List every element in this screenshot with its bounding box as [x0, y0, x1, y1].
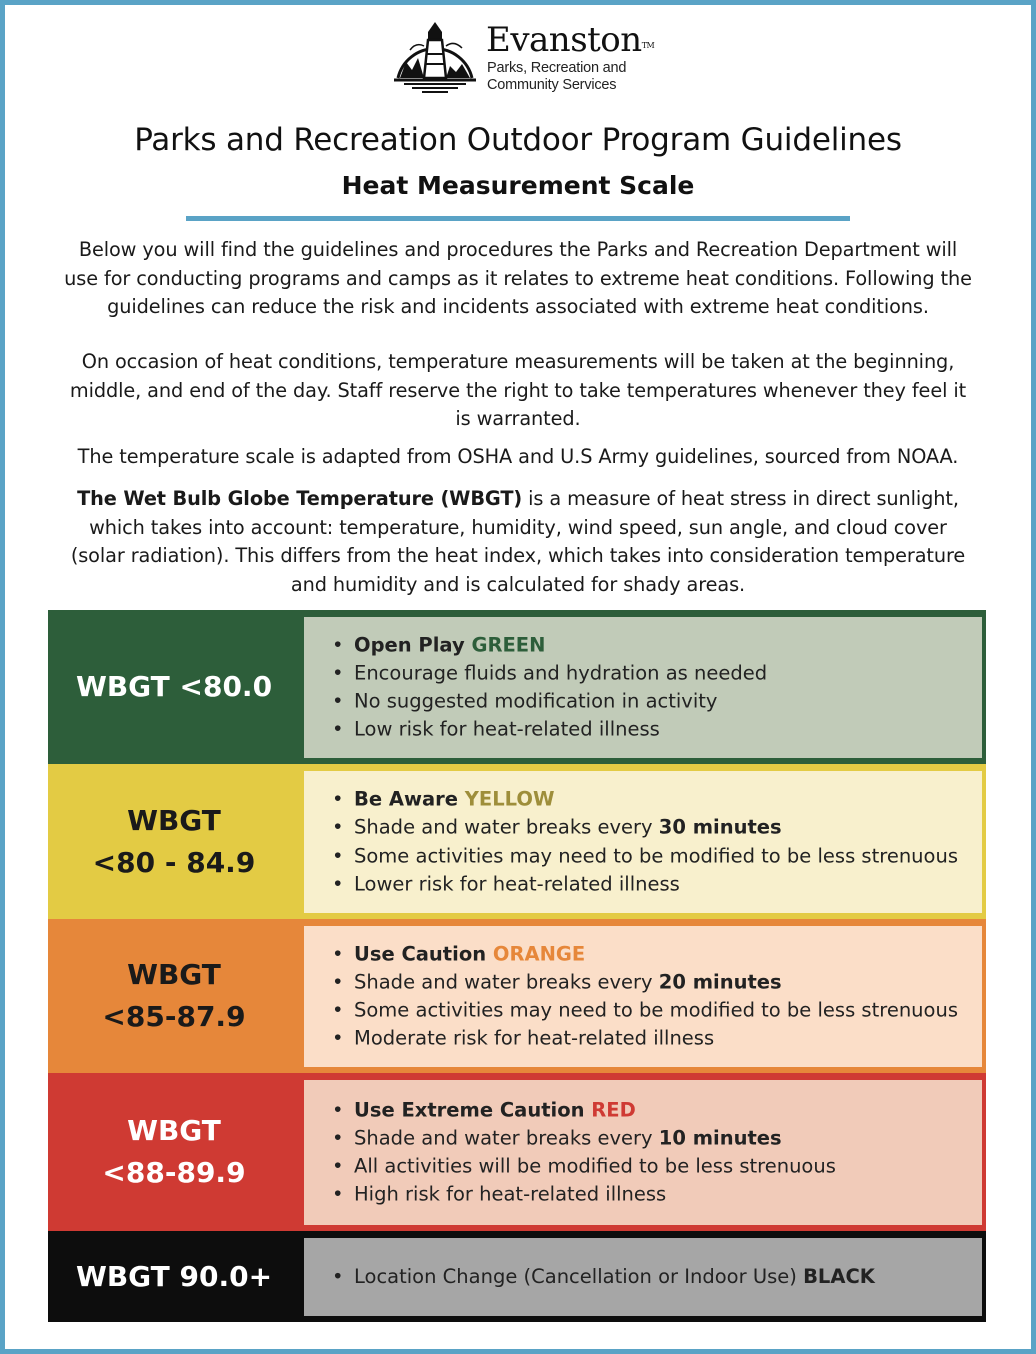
lighthouse-logo-icon	[390, 18, 480, 96]
list-item: • Location Change (Cancellation or Indoor Use) BLACK	[330, 1263, 875, 1291]
page-subtitle: Heat Measurement Scale	[341, 171, 695, 200]
list-item: • Low risk for heat-related illness	[330, 716, 767, 744]
heat-scale-table	[48, 610, 986, 1322]
scale-row-orange	[48, 919, 986, 1073]
scale-row-yellow	[48, 764, 986, 919]
guideline-list	[330, 1096, 836, 1209]
title-divider	[186, 216, 850, 221]
guideline-list	[330, 631, 767, 744]
list-item: • Use Extreme Caution RED	[330, 1096, 836, 1124]
guideline-cell	[300, 610, 986, 764]
list-item: • Encourage fluids and hydration as needed	[330, 659, 767, 687]
level-label: YELLOW	[464, 787, 555, 811]
list-item: • Shade and water breaks every 10 minutes	[330, 1124, 836, 1152]
intro-paragraph-wbgt	[60, 485, 976, 599]
list-item: • Some activities may need to be modified to be less strenuous	[330, 842, 958, 870]
level-label: RED	[591, 1097, 636, 1121]
guideline-list	[330, 785, 958, 898]
list-item: • High risk for heat-related illness	[330, 1181, 836, 1209]
wbgt-range: WBGT <85-87.9	[102, 958, 246, 1033]
list-item: • All activities will be modified to be less strenuous	[330, 1153, 836, 1181]
guideline-list	[330, 1263, 875, 1291]
list-item: • Moderate risk for heat-related illness	[330, 1025, 958, 1053]
intro-paragraph-source: The temperature scale is adapted from OSHA and U.S Army guidelines, sourced from NOAA.	[77, 445, 959, 468]
level-label: GREEN	[471, 632, 546, 656]
guideline-list	[330, 940, 958, 1053]
level-label: ORANGE	[492, 941, 586, 965]
wbgt-definition-text: is a measure of heat stress in direct sunlight, which takes into account: temperature, humidity, wind speed, sun angle, and cloud cover (solar radiation). This differs from the heat index, which takes into consideration temperature and humidity and is calculated for shady areas.	[70, 487, 966, 596]
level-label: BLACK	[803, 1264, 875, 1288]
list-item: • Use Caution ORANGE	[330, 940, 958, 968]
list-item: • No suggested modification in activity	[330, 688, 767, 716]
list-item: • Be Aware YELLOW	[330, 785, 958, 813]
wbgt-range: WBGT <80.0	[75, 670, 273, 703]
guideline-cell	[300, 919, 986, 1073]
wbgt-range: WBGT <80 - 84.9	[92, 803, 256, 879]
scale-row-green	[48, 610, 986, 764]
logo-name: Evanston™	[486, 20, 655, 60]
list-item: • Some activities may need to be modified to be less strenuous	[330, 997, 958, 1025]
intro-paragraph-measurements: On occasion of heat conditions, temperature measurements will be taken at the beginning, middle, and end of the day. Staff reserve the right to take temperatures whenever they feel it is warranted.	[69, 350, 967, 430]
logo-subtitle: Parks, Recreation and Community Services	[487, 60, 627, 93]
page-title: Parks and Recreation Outdoor Program Guidelines	[134, 122, 902, 158]
scale-row-red	[48, 1073, 986, 1231]
list-item: • Shade and water breaks every 30 minutes	[330, 814, 958, 842]
guideline-cell	[300, 764, 986, 919]
list-item: • Open Play GREEN	[330, 631, 767, 659]
evanston-logo	[390, 18, 660, 98]
list-item: • Lower risk for heat-related illness	[330, 870, 958, 898]
scale-row-black	[48, 1231, 986, 1322]
list-item: • Shade and water breaks every 20 minutes	[330, 968, 958, 996]
wbgt-definition-term: The Wet Bulb Globe Temperature (WBGT)	[77, 487, 523, 510]
wbgt-range: WBGT <88-89.9	[102, 1114, 246, 1189]
intro-paragraph-guidelines: Below you will find the guidelines and procedures the Parks and Recreation Department will use for conducting programs and camps as it relates to extreme heat conditions. Following the guidelines can reduce the risk and incidents associated with extreme heat conditions.	[64, 238, 972, 318]
wbgt-range: WBGT 90.0+	[75, 1259, 273, 1293]
guideline-cell	[300, 1231, 986, 1322]
guideline-cell	[300, 1073, 986, 1231]
